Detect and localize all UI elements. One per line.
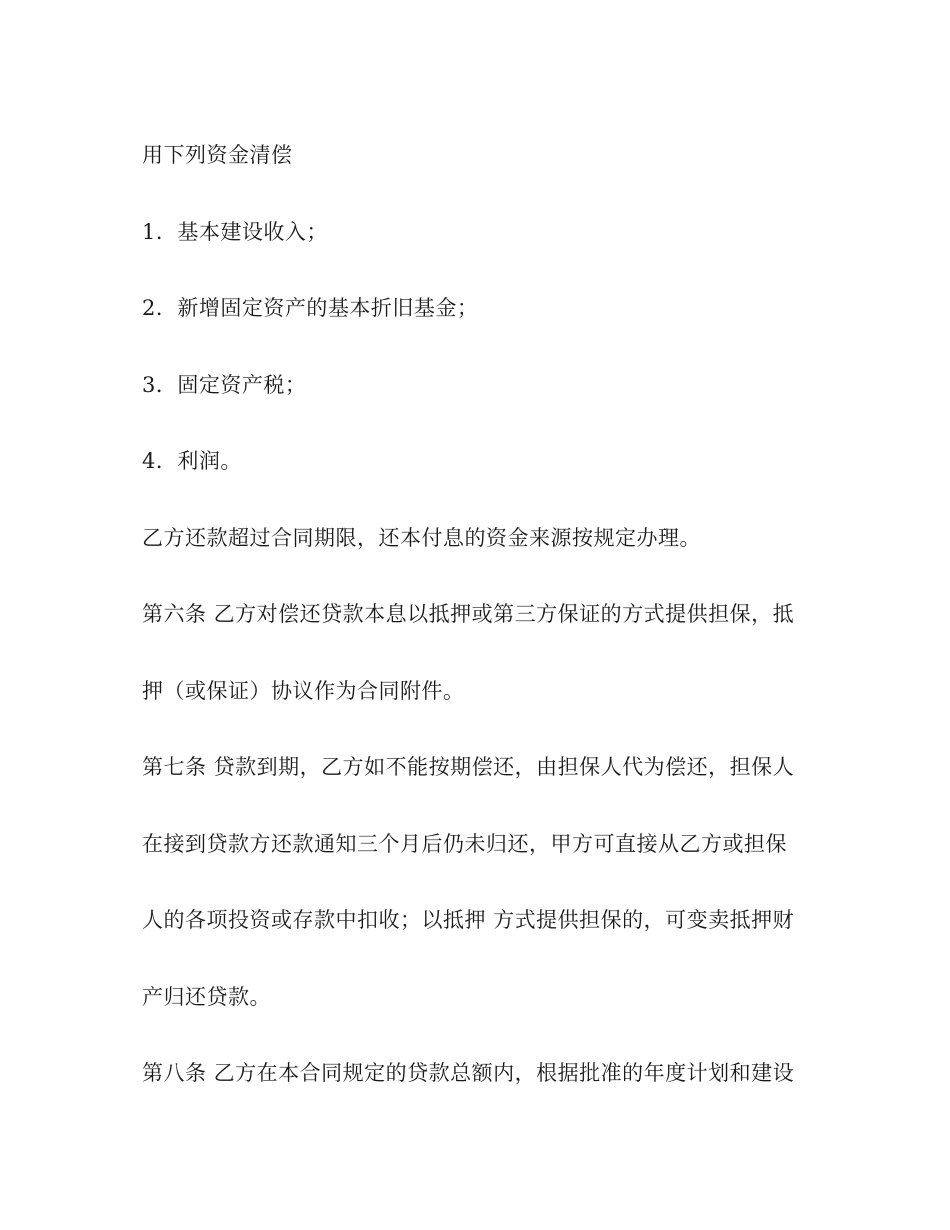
article-8-line-1: 第八条 乙方在本合同规定的贷款总额内，根据批准的年度计划和建设: [142, 1061, 795, 1085]
text-line-funding-sources: 用下列资金清偿: [142, 143, 293, 167]
article-6-line-1: 第六条 乙方对偿还贷款本息以抵押或第三方保证的方式提供担保，抵: [142, 602, 795, 626]
list-item-profit: 4．利润。: [142, 449, 242, 473]
article-6-line-2: 押（或保证）协议作为合同附件。: [142, 678, 465, 703]
article-7-line-3: 人的各项投资或存款中扣收；以抵押 方式提供担保的，可变卖抵押财: [142, 908, 795, 932]
article-7-line-2: 在接到贷款方还款通知三个月后仍未归还，甲方可直接从乙方或担保: [142, 831, 787, 856]
list-item-depreciation-fund: 2．新增固定资产的基本折旧基金；: [142, 296, 479, 320]
article-7-line-4: 产归还贷款。: [142, 984, 271, 1009]
list-item-construction-income: 1．基本建设收入；: [142, 219, 328, 244]
list-item-fixed-asset-tax: 3．固定资产税；: [142, 372, 307, 397]
document-body: [142, 136, 812, 1131]
text-line-overdue-repayment: 乙方还款超过合同期限，还本付息的资金来源按规定办理。: [142, 525, 701, 550]
article-7-line-1: 第七条 贷款到期，乙方如不能按期偿还，由担保人代为偿还，担保人: [142, 755, 795, 779]
